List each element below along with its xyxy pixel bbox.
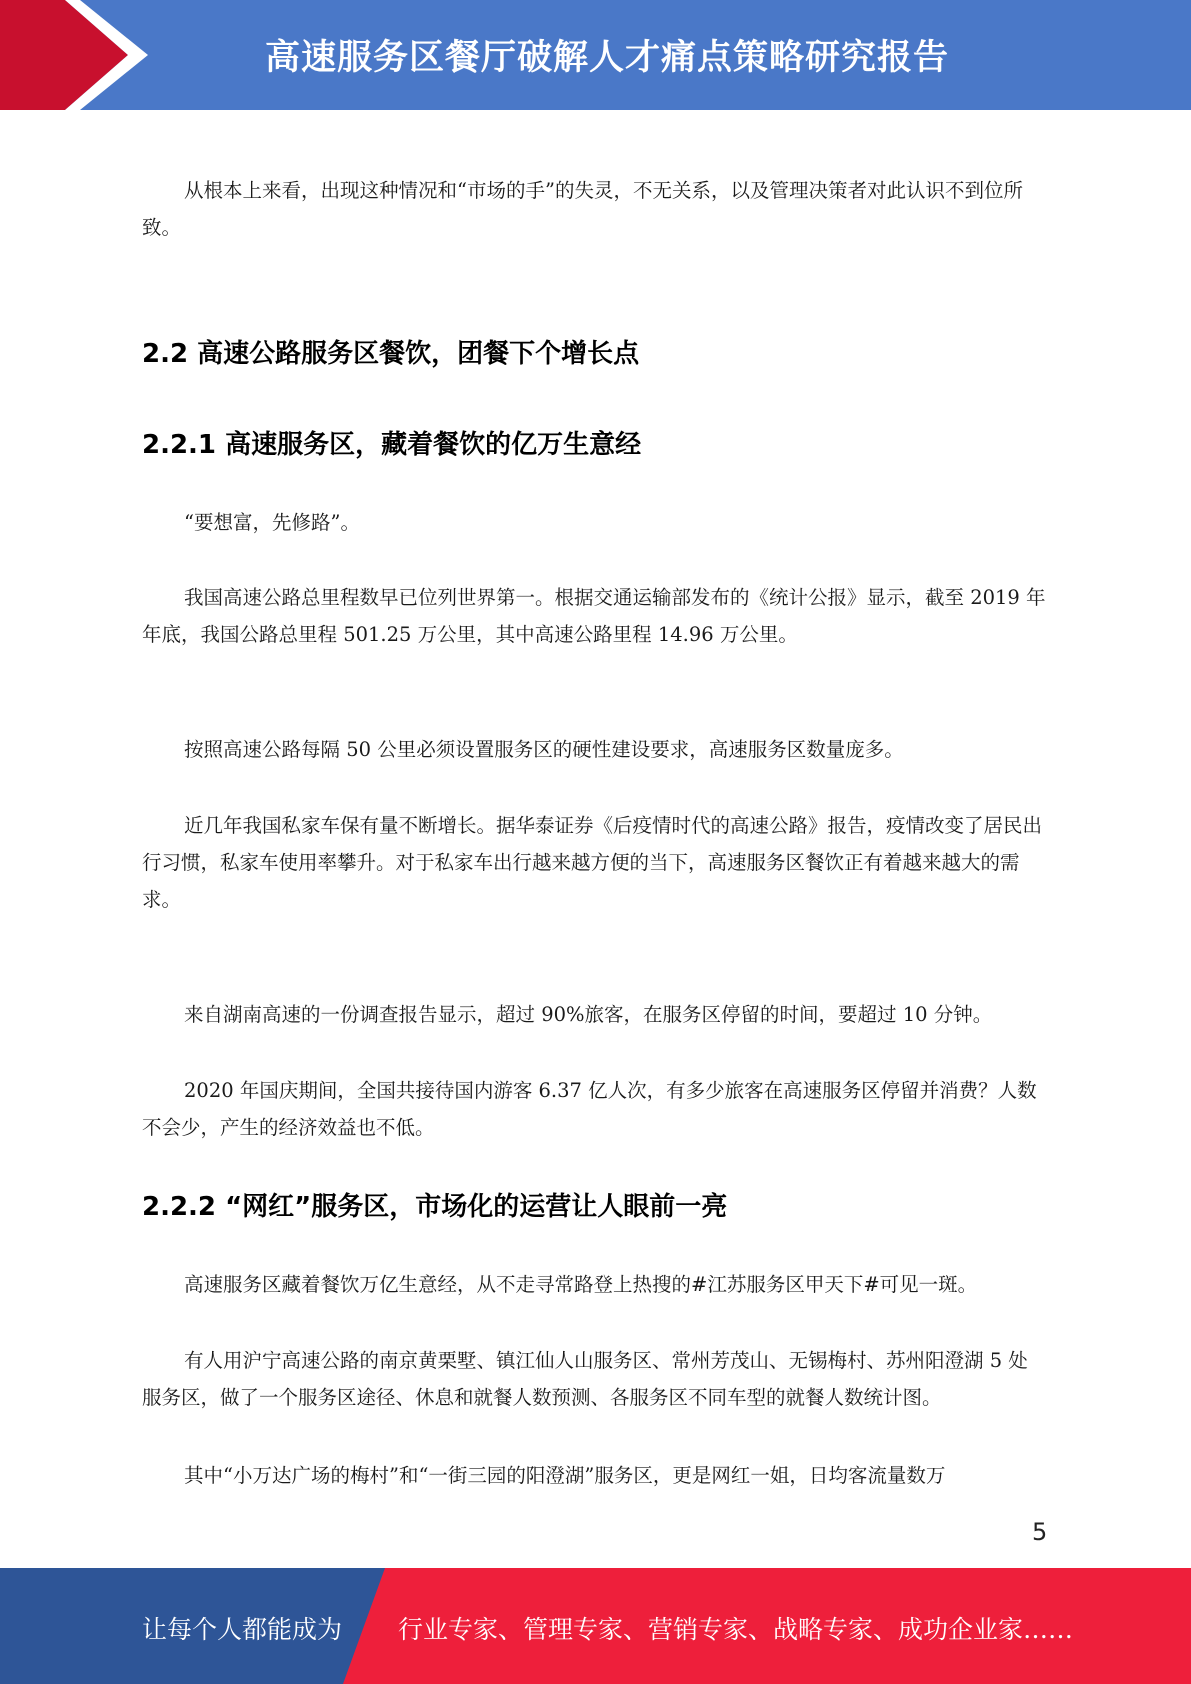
paragraph: 近几年我国私家车保有量不断增长。据华泰证券《后疫情时代的高速公路》报告，疫情改变了居民出行习惯，私家车使用率攀升。对于私家车出行越来越方便的当下，高速服务区餐饮正有着越来越大的需求。 (142, 814, 1043, 911)
section-heading-2-2: 2.2 高速公路服务区餐饮，团餐下个增长点 (142, 339, 640, 369)
paragraph: “要想富，先修路”。 (184, 511, 360, 534)
section-heading-2-2-1: 2.2.1 高速服务区，藏着餐饮的亿万生意经 (142, 430, 642, 460)
report-title: 高速服务区餐厅破解人才痛点策略研究报告 (265, 38, 950, 78)
page-header (0, 0, 1191, 110)
footer-slogan: 让每个人都能成为 (142, 1615, 343, 1644)
page-number: 5 (1032, 1518, 1048, 1546)
paragraph: 我国高速公路总里程数早已位列世界第一。根据交通运输部发布的《统计公报》显示，截至 2019 年年底，我国公路总里程 501.25 万公里，其中高速公路里程 14.96 万公里。 (142, 586, 1046, 646)
paragraph: 2020 年国庆期间，全国共接待国内游客 6.37 亿人次，有多少旅客在高速服务区停留并消费？人数不会少，产生的经济效益也不低。 (142, 1079, 1037, 1139)
page-footer (0, 1568, 1191, 1684)
paragraph: 来自湖南高速的一份调查报告显示，超过 90%旅客，在服务区停留的时间，要超过 10 分钟。 (184, 1003, 993, 1026)
header-chevron-icon (0, 0, 150, 110)
paragraph: 按照高速公路每隔 50 公里必须设置服务区的硬性建设要求，高速服务区数量庞多。 (184, 738, 904, 761)
paragraph: 从根本上来看，出现这种情况和“市场的手”的失灵，不无关系，以及管理决策者对此认识不到位所致。 (142, 179, 1023, 239)
paragraph: 高速服务区藏着餐饮万亿生意经，从不走寻常路登上热搜的#江苏服务区甲天下#可见一斑。 (184, 1273, 978, 1296)
paragraph: 其中“小万达广场的梅村”和“一街三园的阳澄湖”服务区，更是网红一姐，日均客流量数万 (184, 1464, 946, 1487)
section-heading-2-2-2: 2.2.2 “网红”服务区，市场化的运营让人眼前一亮 (142, 1192, 728, 1222)
footer-roles: 行业专家、管理专家、营销专家、战略专家、成功企业家…… (398, 1615, 1074, 1644)
paragraph: 有人用沪宁高速公路的南京黄栗墅、镇江仙人山服务区、常州芳茂山、无锡梅村、苏州阳澄湖 5 处服务区，做了一个服务区途径、休息和就餐人数预测、各服务区不同车型的就餐人数统计图。 (142, 1349, 1028, 1409)
